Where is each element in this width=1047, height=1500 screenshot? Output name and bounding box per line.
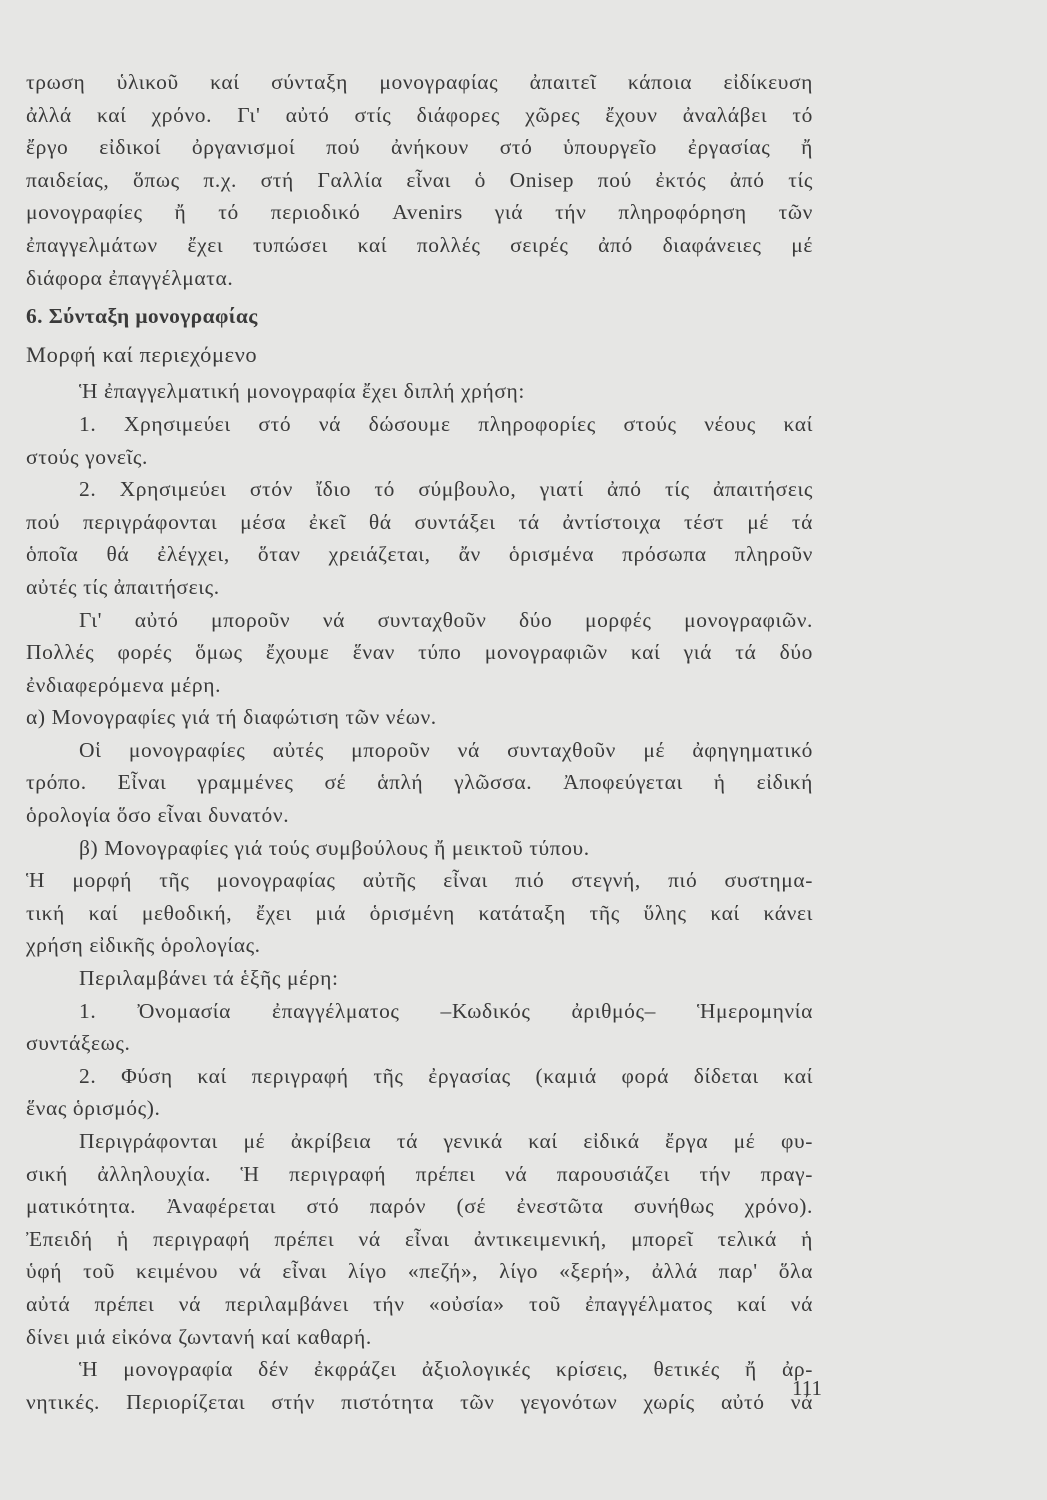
text-line: ἐνδιαφερόμενα μέρη. (26, 672, 222, 697)
text-line: Ἡ ἐπαγγελματική μονογραφία ἔχει διπλή χρήση: (79, 379, 525, 404)
text-line: 1. Χρησιμεύει στό νά δώσουμε πληροφορίες στούς νέους καί (79, 411, 813, 436)
text-line: Ἡ μορφή τῆς μονογραφίας αὐτῆς εἶναι πιό στεγνή, πιό συστημα- (26, 868, 813, 893)
text-line: ἔργο εἰδικοί ὀργανισμοί πού ἀνήκουν στό ὑπουργεῖο ἐργασίας ἤ (26, 135, 813, 160)
text-line: Περιλαμβάνει τά ἑξῆς μέρη: (79, 966, 339, 991)
text-line: Περιγράφονται μέ ἀκρίβεια τά γενικά καί εἰδικά ἔργα μέ φυ- (79, 1129, 813, 1153)
section-heading: 6. Σύνταξη μονογραφίας (26, 304, 258, 329)
text-line: χρήση εἰδικῆς ὁρολογίας. (26, 933, 261, 958)
text-line: παιδείας, ὅπως π.χ. στή Γαλλία εἶναι ὁ Onisep πού ἐκτός ἀπό τίς (26, 167, 813, 192)
text-line: Οἱ μονογραφίες αὐτές μποροῦν νά συνταχθοῦν μέ ἀφηγηματικό (79, 737, 813, 762)
text-line: αὐτά πρέπει νά περιλαμβάνει τήν «οὐσία» τοῦ ἐπαγγέλματος καί νά (26, 1291, 813, 1316)
text-line: Ἐπειδή ἡ περιγραφή πρέπει νά εἶναι ἀντικειμενική, μπορεῖ τελικά ἡ (26, 1226, 813, 1251)
text-line: στούς γονεῖς. (26, 444, 148, 469)
text-line: τρωση ὑλικοῦ καί σύνταξη μονογραφίας ἀπαιτεῖ κάποια εἰδίκευση (26, 70, 813, 94)
text-line: ματικότητα. Ἀναφέρεται στό παρόν (σέ ἐνεστῶτα συνήθως χρόνο). (26, 1194, 813, 1219)
text-line: Γι' αὐτό μποροῦν νά συνταχθοῦν δύο μορφές μονογραφιῶν. (79, 607, 813, 632)
body-text (26, 66, 813, 1418)
text-line: Ἡ μονογραφία δέν ἐκφράζει ἀξιολογικές κρίσεις, θετικές ἤ ἀρ- (79, 1357, 813, 1382)
text-line: αὐτές τίς ἀπαιτήσεις. (26, 574, 220, 599)
text-line: συντάξεως. (26, 1031, 131, 1056)
text-line: 2. Φύση καί περιγραφή τῆς ἐργασίας (καμιά φορά δίδεται καί (79, 1063, 813, 1088)
text-line: 1. Ὀνομασία ἐπαγγέλματος –Κωδικός ἀριθμός– Ἡμερομηνία (79, 998, 813, 1023)
text-line: 2. Χρησιμεύει στόν ἴδιο τό σύμβουλο, γιατί ἀπό τίς ἀπαιτήσεις (79, 477, 813, 502)
text-line: α) Μονογραφίες γιά τή διαφώτιση τῶν νέων. (26, 705, 437, 730)
text-line: β) Μονογραφίες γιά τούς συμβούλους ἤ μεικτοῦ τύπου. (79, 835, 590, 860)
text-line: δίνει μιά εἰκόνα ζωντανή καί καθαρή. (26, 1324, 372, 1349)
text-line: ὁρολογία ὅσο εἶναι δυνατόν. (26, 803, 290, 828)
text-line: ὁποῖα θά ἐλέγχει, ὅταν χρειάζεται, ἄν ὁρισμένα πρόσωπα πληροῦν (26, 542, 813, 567)
text-line: ἐπαγγελμάτων ἔχει τυπώσει καί πολλές σειρές ἀπό διαφάνειες μέ (26, 232, 813, 257)
text-line: πού περιγράφονται μέσα ἐκεῖ θά συντάξει τά ἀντίστοιχα τέστ μέ τά (26, 509, 813, 534)
page-number: 111 (792, 1376, 822, 1400)
text-line: ἀλλά καί χρόνο. Γι' αὐτό στίς διάφορες χῶρες ἔχουν ἀναλάβει τό (26, 102, 813, 127)
text-line: Πολλές φορές ὅμως ἔχουμε ἕναν τύπο μονογραφιῶν καί γιά τά δύο (26, 640, 813, 665)
text-line: νητικές. Περιορίζεται στήν πιστότητα τῶν γεγονότων χωρίς αὐτό νά (26, 1389, 813, 1414)
subsection-heading: Μορφή καί περιεχόμενο (26, 341, 258, 367)
text-line: διάφορα ἐπαγγέλματα. (26, 265, 234, 290)
text-line: ἕνας ὁρισμός). (26, 1096, 161, 1121)
text-line: ὑφή τοῦ κειμένου νά εἶναι λίγο «πεζή», λίγο «ξερή», ἀλλά παρ' ὅλα (26, 1259, 813, 1284)
text-line: σική ἀλληλουχία. Ἡ περιγραφή πρέπει νά παρουσιάζει τήν πραγ- (26, 1161, 813, 1186)
text-line: μονογραφίες ἤ τό περιοδικό Avenirs γιά τήν πληροφόρηση τῶν (26, 200, 813, 225)
text-line: τρόπο. Εἶναι γραμμένες σέ ἁπλή γλῶσσα. Ἀποφεύγεται ἡ εἰδική (26, 770, 813, 795)
text-line: τική καί μεθοδική, ἔχει μιά ὁρισμένη κατάταξη τῆς ὕλης καί κάνει (26, 900, 813, 925)
